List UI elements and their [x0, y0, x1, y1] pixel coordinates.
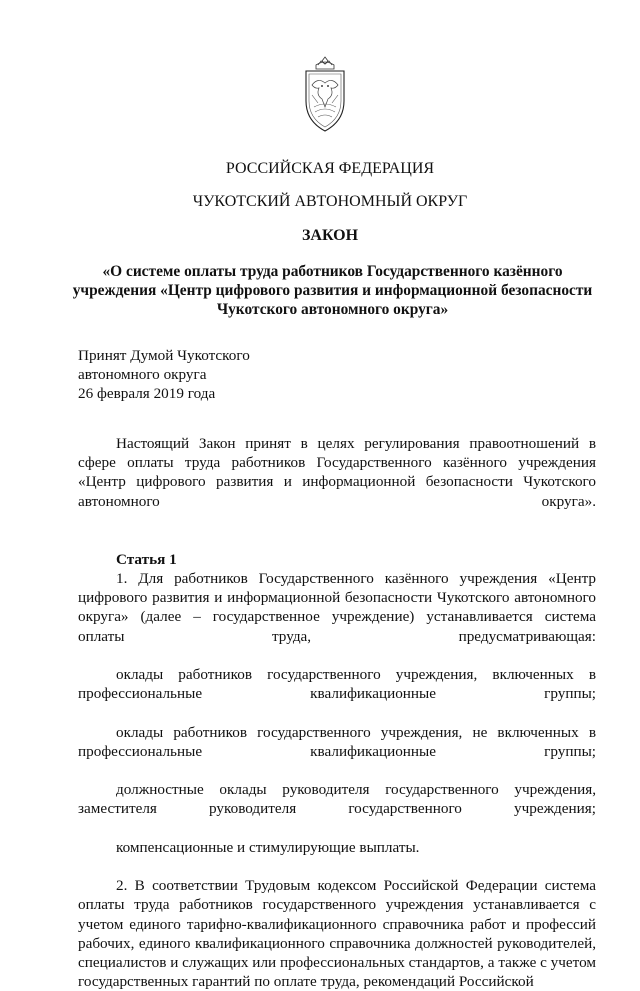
region-heading: ЧУКОТСКИЙ АВТОНОМНЫЙ ОКРУГ — [192, 193, 468, 210]
adoption-date: 26 февраля 2019 года — [78, 385, 216, 402]
list-item-3: должностные оклады руководителя государственного учреждения, заместителя руководителя государственного учреждения; — [78, 781, 596, 818]
country-heading: РОССИЙСКАЯ ФЕДЕРАЦИЯ — [225, 160, 435, 177]
list-item-2: оклады работников государственного учреждения, не включенных в профессиональные квалификационные группы; — [78, 723, 596, 760]
adoption-line-2: автономного округа — [78, 366, 207, 383]
list-item-1: оклады работников государственного учреждения, включенных в профессиональные квалификационные группы; — [78, 666, 596, 703]
article-heading: Статья 1 — [116, 551, 177, 569]
adoption-block — [78, 346, 250, 403]
list-item-4: компенсационные и стимулирующие выплаты. — [116, 838, 420, 856]
law-title: «О системе оплаты труда работников Государственного казённого учреждения «Центр цифрового развития и информационной безопасности Чукотского автономного округа» — [72, 263, 593, 318]
article-paragraph-1: 1. Для работников Государственного казённого учреждения «Центр цифрового развития и информационной безопасности Чукотского автономного округа» (далее – государственное учреждение) устанавливается система оплаты труда, предусматривающая: — [78, 570, 596, 645]
law-body — [78, 434, 596, 991]
preamble-paragraph: Настоящий Закон принят в целях регулирования правоотношений в сфере оплаты труда работников Государственного казённого учреждения «Центр цифрового развития и информационной безопасности Чукотского автономного округа». — [78, 435, 596, 510]
document-type-heading: ЗАКОН — [301, 227, 359, 244]
article-paragraph-2: 2. В соответствии Трудовым кодексом Российской Федерации система оплаты труда работников государственного учреждения устанавливается с учетом единого тарифно-квалификационного справочника работ и профессий рабочих, единого квалификационного справочника должностей руководителей, специалистов и служащих или профессиональных стандартов, а также с учетом государственных гарантий по оплате труда, рекомендаций Российской — [78, 877, 596, 991]
adoption-line-1: Принят Думой Чукотского — [78, 347, 250, 364]
coat-of-arms-emblem — [298, 55, 352, 135]
